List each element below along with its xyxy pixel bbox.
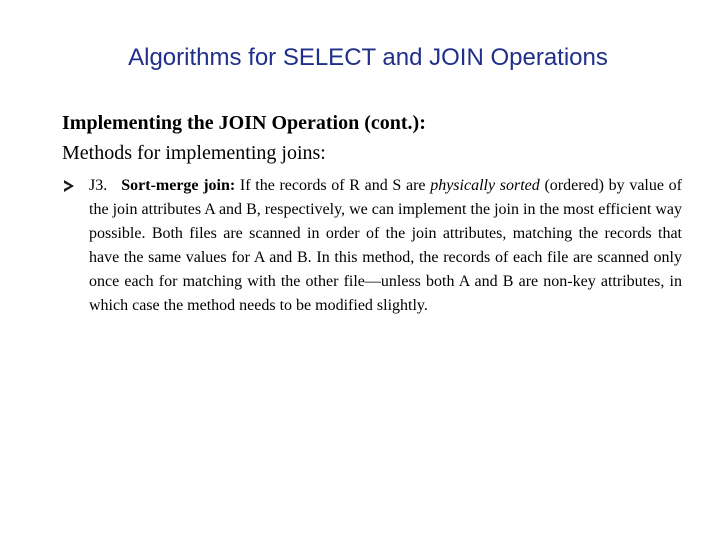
- slide-content: [62, 110, 682, 318]
- slide-title: Algorithms for SELECT and JOIN Operations: [128, 44, 608, 71]
- bullet-term: Sort-merge join:: [121, 177, 236, 194]
- bullet-emphasis: physically sorted: [430, 177, 540, 194]
- right-arrow-icon: [62, 179, 76, 193]
- section-subheading: Methods for implementing joins:: [62, 142, 326, 164]
- bullet-id: J3.: [89, 177, 108, 194]
- section-heading: Implementing the JOIN Operation (cont.):: [62, 112, 426, 134]
- bullet-text-after: (ordered) by value of the join attributes A and B, respectively, we can implement the join in the most efficient way possible. Both files are scanned in order of the join attributes, matching the records that have the same values for A and B. In this method, the records of each file are scanned only once each for matching with the other file—unless both A and B are non-key attributes, in which case the method needs to be modified slightly.: [89, 177, 682, 314]
- bullet-text-before: If the records of R and S are: [235, 177, 431, 194]
- bullet-item: [62, 174, 682, 318]
